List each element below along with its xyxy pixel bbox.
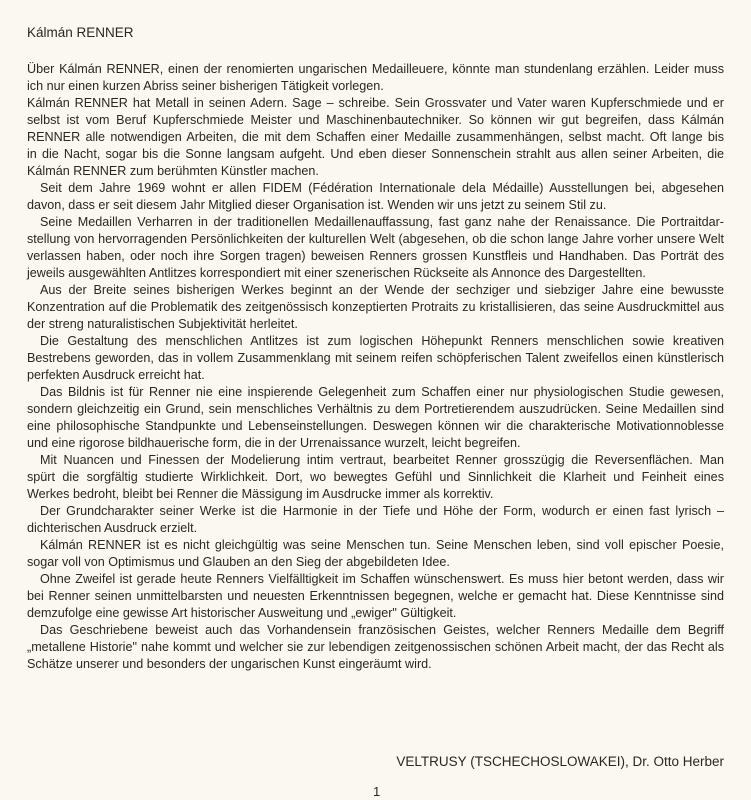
text-line: Konzentration auf die Problematik des zeitgenössisch konzeptierten Protraits zu kristallisieren, das seine Ausdruckmittel aus bbox=[27, 300, 724, 314]
text-line: Die Gestaltung des menschlichen Antlitzes ist zum logischen Höhepunkt Renners menschlichen sowie kreativen bbox=[40, 334, 724, 348]
text-line: sondern gleichzeitig ein Grund, sein menschliches Verhältnis zu dem Portretierendem auszudrücken. Seine Medaillen sind bbox=[27, 402, 724, 416]
text-line: Kálmán RENNER hat Metall in seinen Adern. Sage – schreibe. Sein Grossvater und Vater waren Kupferschmiede und er bbox=[27, 96, 724, 110]
text-line: Kálmán RENNER zum berühmten Künstler machen. bbox=[27, 164, 319, 178]
text-line: spürt die sorgfältig studierte Wirklichkeit. Dort, wo bewegtes Gefühl und Sinnlichkeit die Klarheit und Feinheit eines bbox=[27, 470, 724, 484]
paragraph bbox=[27, 61, 724, 95]
paragraph bbox=[27, 571, 724, 622]
paragraph bbox=[27, 503, 724, 537]
paragraph bbox=[27, 622, 724, 673]
page-number: 1 bbox=[373, 784, 381, 799]
text-line: stellung von hervorragenden Persönlichkeiten der kulturellen Welt (abgesehen, ob die schon lange Jahre vorher unsere Welt bbox=[27, 232, 724, 246]
text-line: perfekten Ausdruck erreicht hat. bbox=[27, 368, 205, 382]
text-line: ich nur einen kurzen Abriss seiner bisherigen Tätigkeit vorlegen. bbox=[27, 79, 384, 93]
text-line: Das Bildnis ist für Renner nie eine inspierende Gelegenheit zum Schaffen einer nur physiologischen Studie gewesen, bbox=[40, 385, 724, 399]
text-line: davon, dass er seit diesem Jahr Mitglied dieser Organisation ist. Wenden wir uns jetzt zu seinem Stil zu. bbox=[27, 198, 607, 212]
paragraph bbox=[27, 214, 724, 282]
text-line: RENNER alle notwendigen Arbeiten, die mit dem Schaffen einer Medaille zusammenhängen, selbst macht. Oft lange bis bbox=[27, 130, 724, 144]
paragraph bbox=[27, 282, 724, 333]
paragraph bbox=[27, 333, 724, 384]
text-line: eine philosophische Standpunkte und Lebenseinstellungen. Deswegen können wir die charakterische Motivationnoblesse bbox=[27, 419, 724, 433]
text-line: Seine Medaillen Verharren in der traditionellen Medaillenauffassung, fast ganz nahe der Renaissance. Die Portraitdar- bbox=[40, 215, 724, 229]
text-line: selbst ist vom Beruf Kupferschmiede Meister und Maschinenbautechniker. So können wir gut begreifen, dass Kálmán bbox=[27, 113, 724, 127]
paragraph bbox=[27, 384, 724, 452]
text-line: der streng naturalistischen Subjektivität herleitet. bbox=[27, 317, 298, 331]
paragraph bbox=[27, 95, 724, 180]
text-line: Kálmán RENNER ist es nicht gleichgültig was seine Menschen tun. Seine Menschen leben, sind voll epischer Poesie, bbox=[40, 538, 724, 552]
text-line: Werkes bedroht, bleibt bei Renner die Mässigung im Ausdrucke immer als korrektiv. bbox=[27, 487, 494, 501]
text-line: „metallene Historie" nahe kommt und welcher sie zur lebendigen zeitgenossischen schönen Arbeit macht, der das Recht als bbox=[27, 640, 724, 654]
text-line: bei Renner seinen unmittelbarsten und neuesten Erkenntnissen begegnen, welche er gemacht hat. Diese Kenntnisse sind bbox=[27, 589, 724, 603]
paragraph bbox=[27, 180, 724, 214]
text-line: Aus der Breite seines bisherigen Werkes beginnt an der Wende der sechziger und siebziger Jahre eine bewusste bbox=[40, 283, 724, 297]
text-line: sogar voll von Optimismus und Glauben an den Sieg der abgebildeten Idee. bbox=[27, 555, 450, 569]
text-line: Über Kálmán RENNER, einen der renomierten ungarischen Medailleuere, könnte man stundenlang erzählen. Leider muss bbox=[27, 62, 724, 76]
text-line: Schätze unserer und besonders der ungarischen Kunst eingeräumt wird. bbox=[27, 657, 432, 671]
text-line: jeweils ausgewählten Antlitzes korrespondiert mit einer szenerischen Rückseite als Annonce des Dargestellten. bbox=[27, 266, 646, 280]
text-line: Seit dem Jahre 1969 wohnt er allen FIDEM (Fédération Internationale dela Médaille) Ausstellungen bei, abgesehen bbox=[40, 181, 724, 195]
text-line: Bestrebens geworden, das in vollem Zusammenklang mit seinem reifen schöpferischen Talent zweifellos einen künstlerisch bbox=[27, 351, 724, 365]
paragraph bbox=[27, 537, 724, 571]
text-line: demzufolge eine gewisse Art historischer Ausweitung und „ewiger" Gültigkeit. bbox=[27, 606, 457, 620]
document-body bbox=[27, 61, 724, 673]
text-line: Das Geschriebene beweist auch das Vorhandensein französischen Geistes, welcher Renners Medaille dem Begriff bbox=[40, 623, 724, 637]
author-signature: VELTRUSY (TSCHECHOSLOWAKEI), Dr. Otto Herber bbox=[396, 754, 724, 769]
text-line: Der Grundcharakter seiner Werke ist die Harmonie in der Tiefe und Höhe der Form, wodurch er einen fast lyrisch – bbox=[40, 504, 724, 518]
text-line: verlassen haben, oder noch ihre Sorgen tragen) beweisen Renners grossen Kunstfleis und Handhaben. Das Porträt des bbox=[27, 249, 724, 263]
text-line: in die Nacht, sogar bis die Sonne langsam aufgeht. Und eben dieser Sonnenschein strahlt aus allen seiner Arbeiten, die bbox=[27, 147, 724, 161]
text-line: Mit Nuancen und Finessen der Modelierung intim vertraut, bearbeitet Renner grosszügig die Reversenflächen. Man bbox=[40, 453, 724, 467]
paragraph bbox=[27, 452, 724, 503]
text-line: und eine rigorose bildhauerische form, die in der Urrenaissance wurzelt, leicht begreifen. bbox=[27, 436, 521, 450]
text-line: Ohne Zweifel ist gerade heute Renners Vielfälltigkeit im Schaffen wünschenswert. Es muss hier betont werden, dass wir bbox=[40, 572, 724, 586]
document-title: Kálmán RENNER bbox=[27, 25, 134, 40]
text-line: dichterischen Ausdruck erzielt. bbox=[27, 521, 198, 535]
